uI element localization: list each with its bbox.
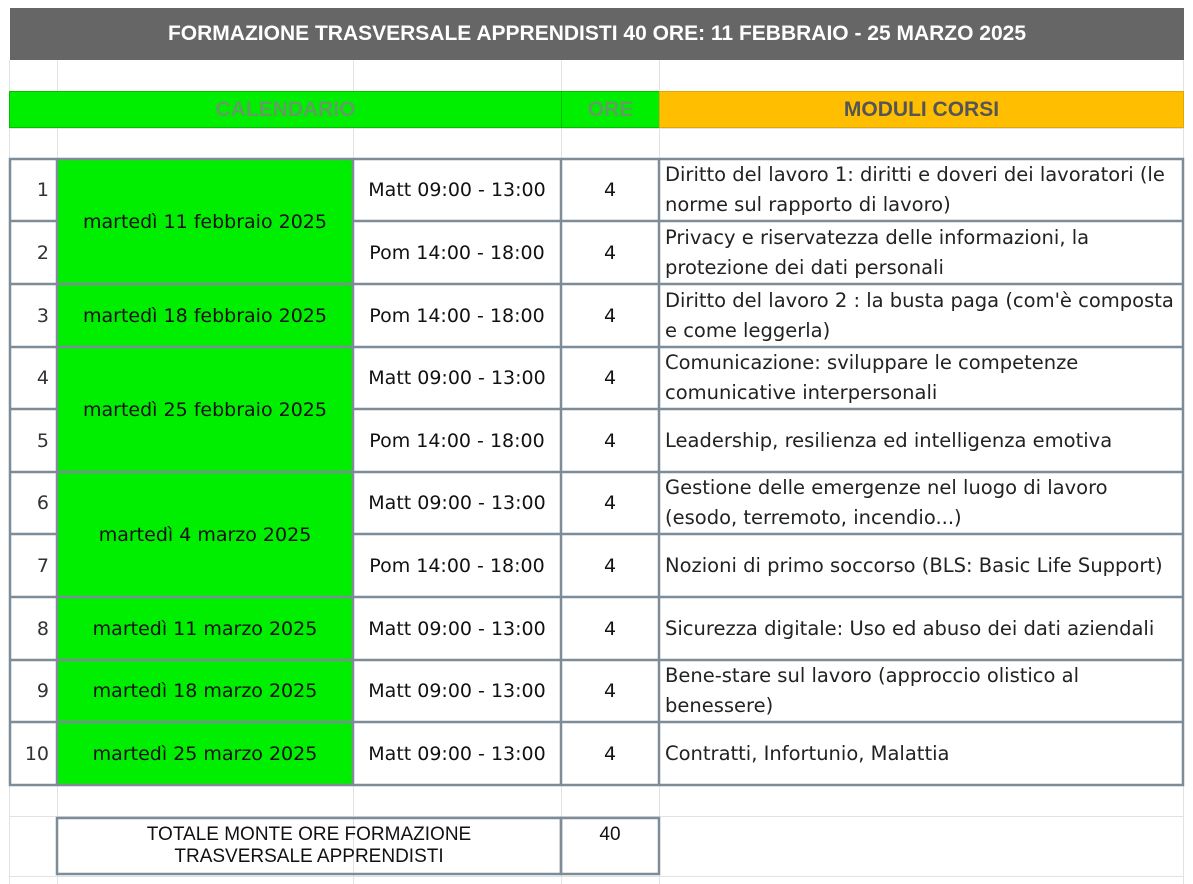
date-label: martedì 4 marzo 2025 [98, 523, 312, 546]
hours-value: 4 [603, 304, 617, 327]
time-slot: Matt 09:00 - 13:00 [368, 179, 546, 201]
row-number: 7 [36, 554, 49, 577]
time-slot: Pom 14:00 - 18:00 [369, 429, 545, 452]
module-text: Bene-stare sul lavoro (approccio olistico al benessere) [665, 664, 1080, 717]
hours-value: 4 [603, 367, 617, 389]
hours-value: 4 [603, 680, 617, 702]
hours-value: 4 [603, 241, 617, 264]
hours-value: 4 [603, 742, 617, 765]
time-slot: Pom 14:00 - 18:00 [369, 241, 545, 264]
hours-value: 4 [603, 617, 617, 640]
date-label: martedì 11 febbraio 2025 [83, 210, 327, 233]
row-number: 5 [36, 429, 49, 452]
date-label: martedì 18 febbraio 2025 [83, 304, 327, 327]
time-slot: Pom 14:00 - 18:00 [369, 304, 545, 327]
page-title: FORMAZIONE TRASVERSALE APPRENDISTI 40 ORE: 11 FEBBRAIO - 25 MARZO 2025 [10, 8, 1184, 60]
time-slot: Matt 09:00 - 13:00 [368, 492, 546, 514]
time-slot: Matt 09:00 - 13:00 [368, 680, 546, 702]
module-text: Gestione delle emergenze nel luogo di lavoro (esodo, terremoto, incendio...) [665, 476, 1108, 529]
time-slot: Pom 14:00 - 18:00 [369, 554, 545, 577]
module-text: Nozioni di primo soccorso (BLS: Basic Life Support) [665, 553, 1163, 577]
header-calendario-label: CALENDARIO [215, 97, 356, 121]
row-number: 1 [36, 179, 49, 201]
date-label: martedì 25 febbraio 2025 [83, 398, 327, 421]
date-label: martedì 11 marzo 2025 [92, 617, 318, 640]
hours-value: 4 [603, 554, 617, 577]
time-slot: Matt 09:00 - 13:00 [368, 742, 546, 765]
time-slot: Matt 09:00 - 13:00 [368, 617, 546, 640]
row-number: 6 [36, 492, 49, 514]
row-number: 2 [36, 241, 49, 264]
totale-label: TOTALE MONTE ORE FORMAZIONE TRASVERSALE APPRENDISTI [146, 824, 472, 867]
row-number: 9 [36, 680, 49, 702]
row-number: 3 [36, 304, 49, 327]
date-label: martedì 18 marzo 2025 [92, 680, 318, 702]
module-text: Comunicazione: sviluppare le competenze comunicative interpersonali [665, 351, 1079, 404]
totale-value: 40 [599, 824, 621, 845]
module-text: Diritto del lavoro 2 : la busta paga (com'è composta e come leggerla) [665, 288, 1174, 342]
module-text: Diritto del lavoro 1: diritti e doveri dei lavoratori (le norme sul rapporto di lavoro) [665, 163, 1165, 216]
row-number: 4 [36, 367, 49, 389]
time-slot: Matt 09:00 - 13:00 [368, 367, 546, 389]
module-text: Contratti, Infortunio, Malattia [665, 741, 950, 765]
module-text: Leadership, resilienza ed intelligenza emotiva [665, 428, 1113, 452]
hours-value: 4 [603, 429, 617, 452]
header-moduli-label: MODULI CORSI [843, 97, 1000, 121]
hours-value: 4 [603, 179, 617, 201]
module-text: Privacy e riservatezza delle informazioni, la protezione dei dati personali [665, 225, 1090, 279]
module-text: Sicurezza digitale: Uso ed abuso dei dati aziendali [665, 616, 1155, 640]
hours-value: 4 [603, 492, 617, 514]
row-number: 8 [36, 617, 49, 640]
header-ore-label: ORE [587, 97, 634, 121]
row-number: 10 [24, 742, 49, 765]
date-label: martedì 25 marzo 2025 [92, 742, 318, 765]
